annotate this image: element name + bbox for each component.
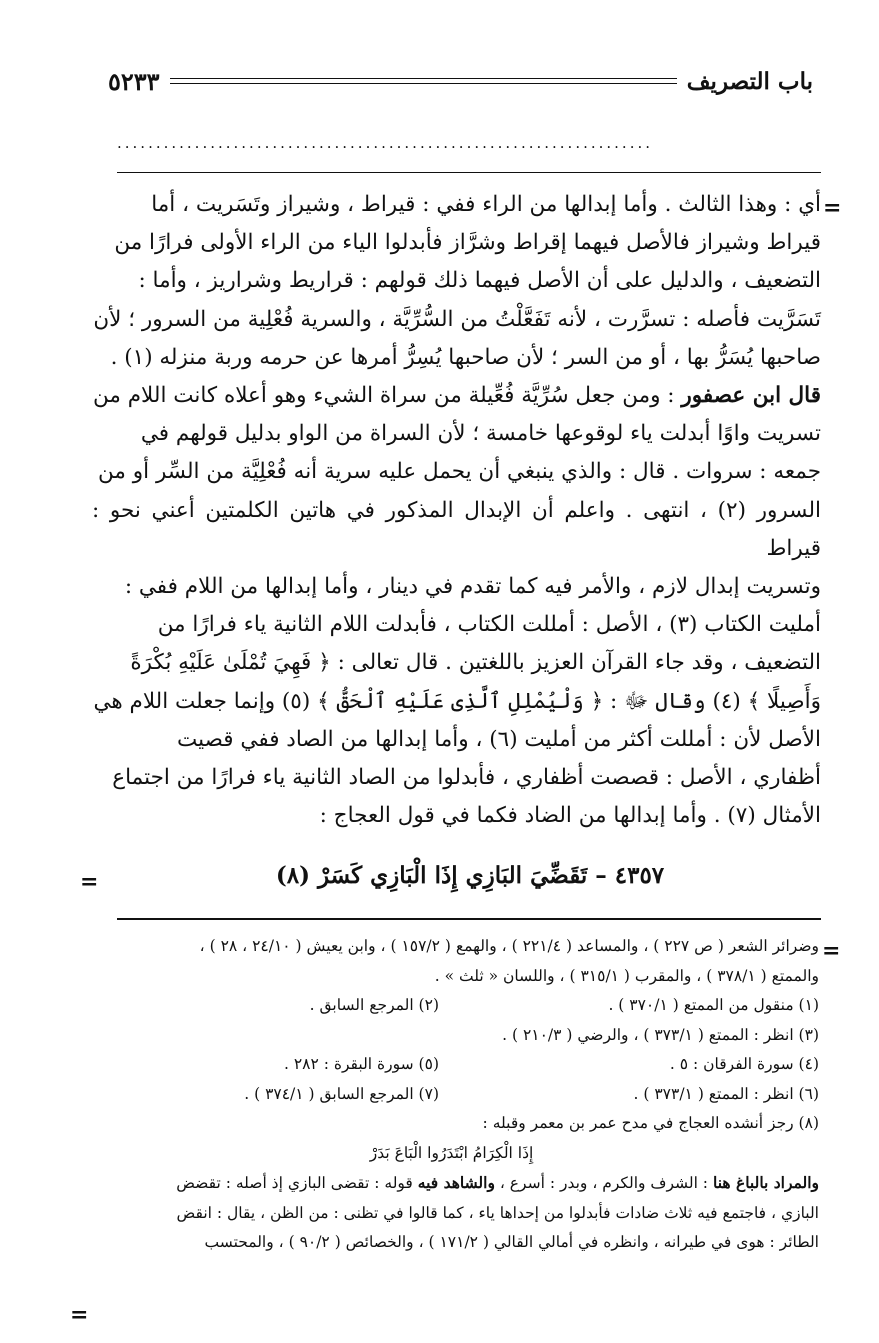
main-text xyxy=(92,186,821,835)
text-line: التضعيف ، وقد جاء القرآن العزيز باللغتين . قال تعالى : ﴿ فَهِيَ تُمْلَىٰ عَلَيْهِ بُكْرَةً xyxy=(130,650,821,676)
verse-number: ٤٣٥٧ xyxy=(614,862,665,889)
footnote-1: (١) منقول من الممتع ( ٣٧٠/١ ) . xyxy=(608,996,819,1014)
dotted-separator: ..................................................................... xyxy=(117,134,653,152)
text-line: السرور (٢) ، انتهى . واعلم أن الإبدال المذكور في هاتين الكلمتين أعني نحو : قيراط xyxy=(92,497,821,561)
header-rule xyxy=(170,78,677,84)
continuation-mark-footnote: = xyxy=(822,938,841,964)
text-line: الأصل لأن : أمللت أكثر من أمليت (٦) ، وأما إبدالها من الصاد ففي قصيت xyxy=(177,726,821,752)
page-number: ٥٢٣٣ xyxy=(108,66,160,96)
text-line: أي : وهذا الثالث . وأما إبدالها من الراء ففي : قيراط ، وشيراز وتَسَريت ، أما xyxy=(151,192,821,217)
text-line: تَسَرَّيت فأصله : تسرَّرت ، لأنه تَفَعَّلْتُ من السُّرِّيَّة ، والسرية فُعْلِية من السرور ؛ لأن xyxy=(93,306,821,332)
text-line: جمعه : سروات . قال : والذي ينبغي أن يحمل عليه سرية أنه فُعْلِيَّة من السِّر أو من xyxy=(98,459,821,485)
shahid-label: والشاهد فيه xyxy=(417,1173,495,1192)
footnote-7: (٧) المرجع السابق ( ٣٧٤/١ ) . xyxy=(244,1084,439,1103)
footnote-4: (٤) سورة الفرقان : ٥ . xyxy=(669,1055,819,1073)
footnote-rule xyxy=(117,918,821,920)
footnote-line: والممتع ( ٣٧٨/١ ) ، والمقرب ( ٣١٥/١ ) ، واللسان « ثلث » . xyxy=(434,966,819,985)
text-line xyxy=(92,377,821,415)
shahid-text: قوله : تقضى البازي إذ أصله : تقضض xyxy=(176,1174,413,1192)
footnote-8-line: البازي ، فاجتمع فيه ثلاث ضادات فأبدلوا من إحداها ياء ، كما قالوا في تظنى : من الظن ، يقال : انقض xyxy=(176,1203,819,1222)
top-rule xyxy=(117,172,821,173)
footnote-5: (٥) سورة البقرة : ٢٨٢ . xyxy=(283,1055,439,1073)
continuation-mark-top: = xyxy=(823,195,842,221)
meaning-label: والمراد بالباغ هنا xyxy=(712,1173,819,1192)
continuation-mark-verse: = xyxy=(80,869,99,895)
footnote-2: (٢) المرجع السابق . xyxy=(309,996,439,1014)
chapter-title: باب التصريف xyxy=(686,67,813,95)
footnote-8-line xyxy=(84,1168,819,1199)
page-header xyxy=(108,64,813,98)
text-line: تسريت واوًا أبدلت ياء لوقوعها خامسة ؛ لأن السراة من الواو بدليل قولهم في xyxy=(140,421,821,447)
footnote-8-verse: إِذَا الْكِرَامُ ابْتَدَرُوا الْبَاعَ بَدَرْ xyxy=(369,1143,534,1162)
text-line: صاحبها يُسَرُّ بها ، أو من السر ؛ لأن صاحبها يُسِرُّ أمرها عن حرمه وربة منزله (١) . xyxy=(110,344,821,370)
footnotes xyxy=(84,932,819,1258)
footnote-3: (٣) انظر : الممتع ( ٣٧٣/١ ) ، والرضي ( ٢١٠/٣ ) . xyxy=(502,1025,819,1044)
text-span: : ومن جعل سُرِّيَّة فُعِّيلة من سراة الشيء وهو أعلاه كانت اللام من xyxy=(93,383,675,409)
verse-text: تَقَضِّيَ البَازِي إِذَا الْبَازِي كَسَرْ (٨) xyxy=(275,862,588,889)
ibn-usfur-label: قال ابن عصفور xyxy=(681,383,821,409)
text-line: أمليت الكتاب (٣) ، الأصل : أمللت الكتاب ، فأبدلت اللام الثانية ياء فرارًا من xyxy=(157,612,821,638)
footnote-8-line: الطائر : هوى في طيرانه ، وانظره في أمالي القالي ( ١٧١/٢ ) ، والخصائص ( ٩٠/٢ ) ، والمحتسب xyxy=(204,1233,819,1251)
continuation-mark-bottom: = xyxy=(70,1302,89,1328)
footnote-8: (٨) رجز أنشده العجاج في مدح عمر بن معمر وقبله : xyxy=(482,1114,819,1132)
footnote-row xyxy=(84,1080,819,1110)
text-line: وتسريت إبدال لازم ، والأمر فيه كما تقدم في دينار ، وأما إبدالها من اللام ففي : xyxy=(124,574,821,600)
text-line: التضعيف ، والدليل على أن الأصل فيهما ذلك قولهم : قراريط وشراريز ، وأما : xyxy=(138,268,821,294)
text-line: الأمثال (٧) . وأما إبدالها من الضاد فكما في قول العجاج : xyxy=(319,803,821,829)
footnote-6: (٦) انظر : الممتع ( ٣٧٣/١ ) . xyxy=(633,1084,819,1103)
text-line: أظفاري ، الأصل : قصصت أظفاري ، فأبدلوا من الصاد الثانية ياء فرارًا من اجتماع xyxy=(112,765,821,791)
footnote-row xyxy=(84,1050,819,1080)
meaning-text: : الشرف والكرم ، وبدر : أسرع ، xyxy=(494,1174,709,1192)
footnote-row xyxy=(84,991,819,1021)
footnote-line: وضرائر الشعر ( ص ٢٢٧ ) ، والمساعد ( ٢٢١/٤ ) ، والهمع ( ١٥٧/٢ ) ، وابن يعيش ( ٢٤/١٠ ، ٢٨ ) ، xyxy=(199,937,819,955)
text-line: وَأَصِيلًا ﴾ (٤) وقال ﷻ : ﴿ وَلْيُمْلِلِ ٱلَّذِى عَلَيْهِ ٱلْحَقُّ ﴾ (٥) وإنما جعلت اللام هي xyxy=(93,688,821,714)
text-line: قيراط وشيراز فالأصل فيهما إقراط وشرَّاز فأبدلوا الياء من الراء الأولى فرارًا من xyxy=(114,230,821,256)
poetry-verse: ٤٣٥٧ – تَقَضِّيَ البَازِي إِذَا الْبَازِي كَسَرْ (٨) xyxy=(275,862,665,889)
